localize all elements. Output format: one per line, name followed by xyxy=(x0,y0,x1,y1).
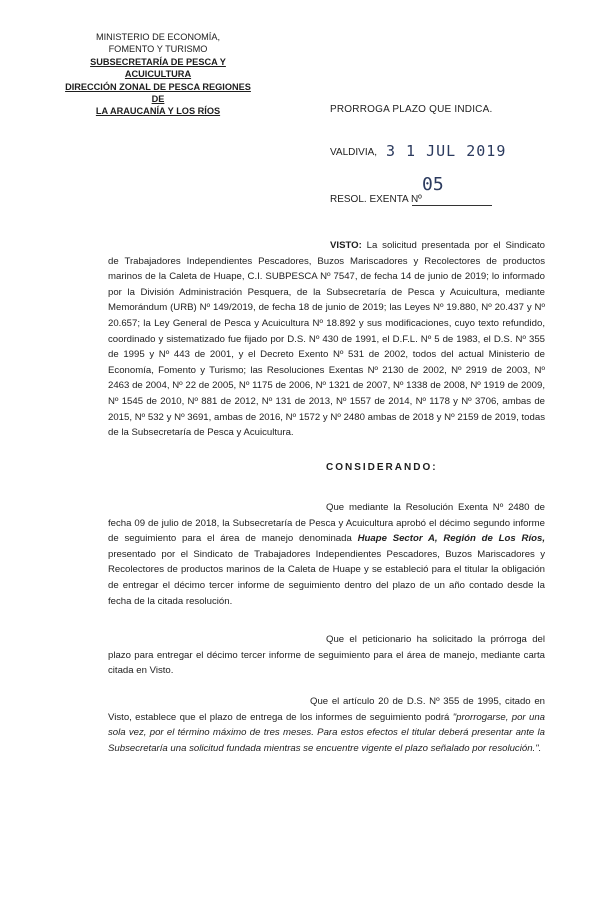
place-label: VALDIVIA, xyxy=(330,147,378,158)
ministry-line-2: FOMENTO Y TURISMO xyxy=(108,44,208,55)
p1-text-c: presentado por el Sindicato de Trabajadores Independientes Pescadores, Buzos Mariscadores y Recolectores de productos marinos de la Caleta de Huape y se estableció para el titular la obligación de entregar el décimo tercer informe de seguimiento dentro del plazo de un año contado desde la fecha de la citada resolución. xyxy=(108,548,545,607)
document-subject: PRORROGA PLAZO QUE INDICA. xyxy=(330,104,493,115)
resolution-number: 05 xyxy=(422,174,444,195)
area-name: Huape Sector A, Región de Los Ríos, xyxy=(357,533,545,545)
direccion-zonal-line: DIRECCIÓN ZONAL DE PESCA REGIONES DE xyxy=(65,81,251,105)
considerando-paragraph-1 xyxy=(108,500,545,609)
resolution-underline xyxy=(412,205,492,206)
p3-quote: "prorrogarse, por una sola vez, por el término máximo de tres meses. Para estos efectos el titular deberá presentar ante la Subsecretaría una solicitud fundada mientras se encuentre vigente el plazo señalado por resolución.". xyxy=(108,711,545,754)
subsecretaria-line: SUBSECRETARÍA DE PESCA Y ACUICULTURA xyxy=(90,56,226,80)
visto-lead: VISTO: xyxy=(330,240,362,251)
considerando-paragraph-3 xyxy=(108,694,545,756)
resolution-label: RESOL. EXENTA Nº xyxy=(330,194,422,205)
issuer-header xyxy=(58,31,258,118)
considerando-paragraph-2: Que el peticionario ha solicitado la prórroga del plazo para entregar el décimo tercer informe de seguimiento para el área de manejo, mediante carta citada en Visto. xyxy=(108,634,545,677)
p1-text-a: Que mediante la Resolución Exenta Nº 2480 de fecha 09 de julio de 2018, la Subsecretaría de Pesca y Acuicultura aprobó el décimo segundo informe de seguimiento para el área de manejo denominada xyxy=(108,502,545,545)
date-stamp: 3 1 JUL 2019 xyxy=(386,142,507,160)
ministry-line: MINISTERIO DE ECONOMÍA, xyxy=(95,32,221,42)
region-line: LA ARAUCANÍA Y LOS RÍOS xyxy=(95,106,221,117)
visto-paragraph xyxy=(108,238,545,441)
visto-text: La solicitud presentada por el Sindicato de Trabajadores Independientes Pescadores, Buzos Mariscadores y Recolectores de productos marinos de la Caleta de Huape, C.I. SUBPESCA Nº 7547, de fecha 14 de junio de 2019; lo informado por la División Administración Pesquera, de la Subsecretaría de Pesca y Acuicultura, mediante Memorándum (URB) Nº 149/2019, de fecha 18 de junio de 2019; las Leyes Nº 19.880, Nº 20.437 y Nº 20.657; la Ley General de Pesca y Acuicultura Nº 18.892 y sus modificaciones, cuyo texto refundido, coordinado y sistematizado fue fijado por D.S. Nº 430 de 1991, el D.F.L. Nº 5 de 1983, el D.S. Nº 355 de 1995 y Nº 443 de 2001, y el Decreto Exento Nº 531 de 2002, todos del actual Ministerio de Economía, Fomento y Turismo; las Resoluciones Exentas Nº 2130 de 2002, Nº 2919 de 2003, Nº 2463 de 2004, Nº 22 de 2005, Nº 1175 de 2006, Nº 1321 de 2007, Nº 1338 de 2008, Nº 1919 de 2009, Nº 1545 de 2010, Nº 881 de 2012, Nº 131 de 2013, Nº 1557 de 2014, Nº 1178 y Nº 3706, ambas de 2015, Nº 532 y Nº 3691, ambas de 2016, Nº 1572 y Nº 2480 ambas de 2018 y Nº 2159 de 2019, todas de la Subsecretaría de Pesca y Acuicultura. xyxy=(108,240,545,439)
p3-text-a: Que el artículo 20 de D.S. Nº 355 de 1995, citado en Visto, establece que el plazo de entrega de los informes de seguimiento podrá xyxy=(108,696,545,723)
considerando-heading: CONSIDERANDO: xyxy=(326,462,438,473)
